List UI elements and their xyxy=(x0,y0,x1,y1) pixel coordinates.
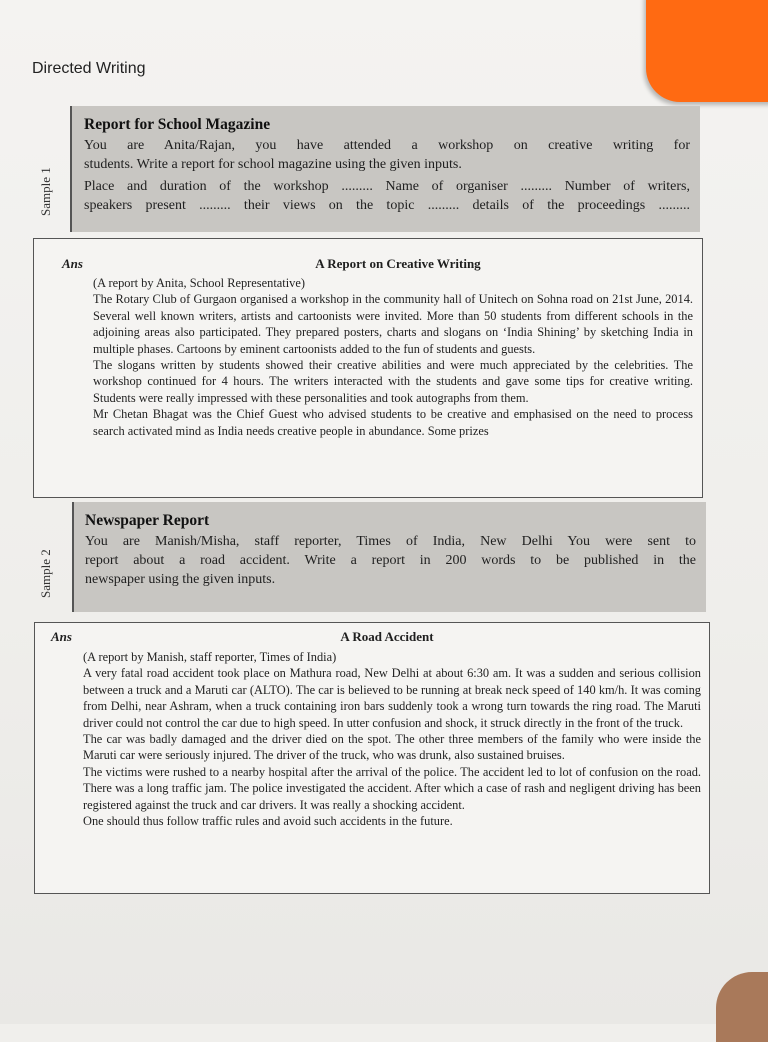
sample-2-answer-paragraph: One should thus follow traffic rules and avoid such accidents in the future. xyxy=(83,814,453,829)
sample-1-answer-body xyxy=(93,275,693,439)
sample-1-answer-paragraph: The Rotary Club of Gurgaon organised a workshop in the community hall of Unitech on Sohna road on 21st June, 2014. Several well known writers, artists and cartoonists were invited. More than 50 students from different schools in the adjoining areas also participated. They prepared posters, charts and slogans on ‘India Shining’ by sketching India in multiple phases. Cartoons by eminent cartoonists added to the fun of students and guests. xyxy=(93,292,693,356)
sample-2-question-line: report about a road accident. Write a report in 200 words to be published in the xyxy=(85,553,696,568)
sample-2-answer-paragraph: The victims were rushed to a nearby hospital after the arrival of the police. The accident led to lot of confusion on the road. There was a long traffic jam. The police investigated the accident. After which a case of rash and negligent driving has been registered against the truck and car drivers. It was really a shocking accident. xyxy=(83,764,701,812)
sample-1-question-line: You are Anita/Rajan, you have attended a workshop on creative writing for xyxy=(84,138,690,153)
sample-1-answer-box xyxy=(33,238,703,498)
sample-2-answer-box xyxy=(34,622,710,894)
sample-2-answer-paragraph: The car was badly damaged and the driver died on the spot. The other three members of the family who were inside the Maruti car were seriously injured. The driver of the truck, who was drunk, also sustained bruises. xyxy=(83,732,701,763)
sample-1-answer-byline: (A report by Anita, School Representative) xyxy=(93,276,305,290)
sample-2-ans-label: Ans xyxy=(51,629,72,644)
sample-2-answer-byline: (A report by Manish, staff reporter, Times of India) xyxy=(83,650,337,664)
sample-1-question-line: speakers present ......... their views on the topic ......... details of the proceedings ......... xyxy=(84,198,690,213)
sample-2-question-title: Newspaper Report xyxy=(85,512,210,529)
sample-2-answer-paragraph: A very fatal road accident took place on Mathura road, New Delhi at about 6:30 am. It was a sudden and serious collision between a truck and a Maruti car (ALTO). The car is believed to be running at break neck speed of 140 km/h. It was coming from Delhi, near Ashram, when a truck containing iron bars suddenly took a wrong turn towards the ring road. The Maruti driver could not control the car due to high speed. In utter confusion and shock, it struck directly in the front of the truck. xyxy=(83,666,701,730)
sample-2-label: Sample 2 xyxy=(38,549,53,598)
sample-1-answer-paragraph: The slogans written by students showed their creative abilities and were much appreciated by the celebrities. The workshop continued for 4 hours. The writers interacted with the students and gave some tips for creative writing. Students were really impressed with these personalities and took autographs from them. xyxy=(93,358,693,405)
sample-1-question-box xyxy=(70,106,700,232)
sample-1-label: Sample 1 xyxy=(38,167,53,216)
page-header-title: Directed Writing xyxy=(32,60,146,77)
sample-1-answer-title: A Report on Creative Writing xyxy=(315,256,481,271)
sample-2-question-line: newspaper using the given inputs. xyxy=(85,572,276,587)
sample-2-question-line: You are Manish/Misha, staff reporter, Times of India, New Delhi You were sent to xyxy=(85,534,696,549)
sample-1-question-line: students. Write a report for school magazine using the given inputs. xyxy=(84,157,462,172)
sample-1-answer-paragraph: Mr Chetan Bhagat was the Chief Guest who advised students to be creative and emphasised on the need to process search activated mind as India needs creative people in abundance. Some prizes xyxy=(93,407,693,438)
sample-1-question-title: Report for School Magazine xyxy=(84,116,271,133)
sample-2-question-box xyxy=(72,502,706,612)
sample-2-answer-body xyxy=(83,649,701,829)
orange-page-tab xyxy=(646,0,768,102)
sample-1-question-line: Place and duration of the workshop ......... Name of organiser ......... Number of writers, xyxy=(84,179,690,194)
sample-1-ans-label: Ans xyxy=(62,256,83,271)
sample-2-answer-title: A Road Accident xyxy=(340,629,434,644)
